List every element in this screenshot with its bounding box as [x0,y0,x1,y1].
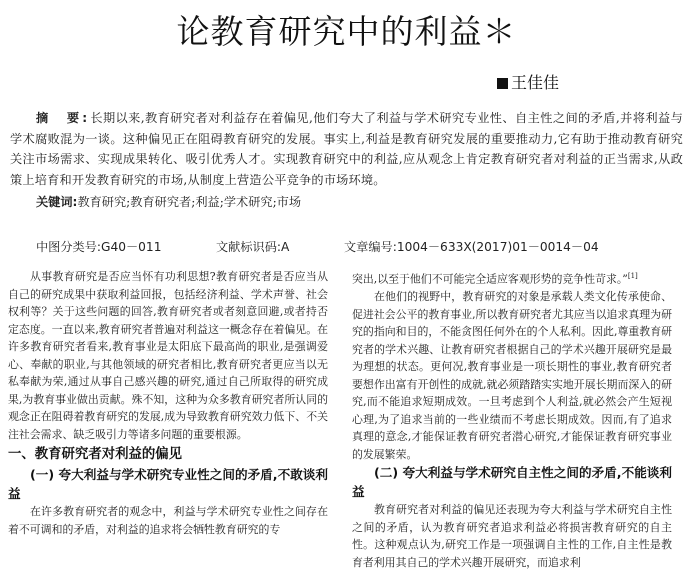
body-paragraph: 从事教育研究是否应当怀有功利思想?教育研究者是否应当从自己的研究成果中获取利益回报，包括经济利益、学术声誉、社会权利等？关于这些问题的回答,教育研究者或者刻意回避,或者持否定态度。一直以来,教育研究者普遍对利益这一概念存在着偏见。在许多教育研究者看来,教育事业是太阳底下最高尚的职业,是强调爱心、奉献的职业,与其他领域的研究者相比,教育研究者更应当以无私奉献为荣,通过从事自己感兴趣的研究,通过自己所取得的研究成果,为教育事业做出贡献。殊不知，这种为众多教育研究者所认同的观念正在阻碍着教育研究的发展,成为导致教育研究效力低下、不关注社会需求、缺乏吸引力等诸多问题的重要根源。 [8,270,328,441]
continued-text: 突出,以至于他们不可能完全适应客观形势的竞争性苛求。” [352,272,628,286]
abstract-text: 长期以来,教育研究者对利益存在着偏见,他们夸大了利益与学术研究专业性、自主性之间的矛盾,并将利益与学术腐败混为一谈。这种偏见正在阻碍教育研究的发展。事实上,利益是教育研究发展的重要推动力,它有助于推动教育研究关注市场需求、实现成果转化、吸引优秀人才。实现教育研究中的利益,应从观念上肯定教育研究者对利益的正当需求,从政策上培育和开发教育研究的市场,从制度上营造公平竞争的市场环境。 [10,111,684,187]
right-column [352,268,672,571]
body-paragraph: 在许多教育研究者的观念中，利益与学术研究专业性之间存在着不可调和的矛盾，对利益的追求将会牺牲教育研究的专 [8,505,328,536]
keywords-text: 教育研究;教育研究者;利益;学术研究;市场 [77,195,302,209]
body-paragraph: 教育研究者对利益的偏见还表现为夸大利益与学术研究自主性之间的矛盾，认为教育研究者追求利益必将损害教育研究的自主性。这种观点认为,研究工作是一项强调自主性的工作,自主性是教育者利用其自己的学术兴趣开展研究，而追求利 [352,503,672,569]
keywords [36,193,301,210]
article-number: 文章编号:1004－633X(2017)01－0014－04 [344,240,599,254]
article-title: 论教育研究中的利益＊ [176,12,517,51]
section-heading: 一、教育研究者对利益的偏见 [8,447,183,462]
author-name: 王佳佳 [510,73,559,92]
body-paragraph-continued [352,268,672,288]
reference-mark: [1] [627,272,638,280]
clc-number: 中图分类号:G40－011 [36,240,162,254]
abstract-label: 摘 要: [36,111,91,125]
subsection-heading: (二) 夸大利益与学术研究自主性之间的矛盾,不能谈利益 [352,465,672,500]
left-column [8,268,328,538]
body-paragraph: 在他们的视野中，教育研究的对象是承载人类文化传承使命、促进社会公平的教育事业,所以教育研究者尤其应当以追求真理为研究的指向和目的，不能贪图任何外在的个人私利。因此,尊重教育研究者的学术兴趣、让教育研究者根据自己的学术兴趣开展研究是最为理想的状态。更何况,教育事业是一项长期性的事业,教育研究者要想作出富有开创性的成就,就必须踏踏实实地开展长期而深入的研究,而不能追求短期成效。一旦考虑到个人利益,就必然会产生短视心理,为了追求当前的一些业绩而不考虑长期成效。因而,有了追求真理的意念,才能保证教育研究者潜心研究,才能保证教育研究事业的发展繁荣。 [352,290,672,461]
keywords-label: 关键词: [36,195,78,209]
subsection-heading: (一) 夸大利益与学术研究专业性之间的矛盾,不敢谈利益 [8,467,328,501]
document-code: 文献标识码:A [216,240,290,254]
author-line [497,70,559,93]
square-bullet-icon [497,78,508,89]
abstract [10,108,683,190]
